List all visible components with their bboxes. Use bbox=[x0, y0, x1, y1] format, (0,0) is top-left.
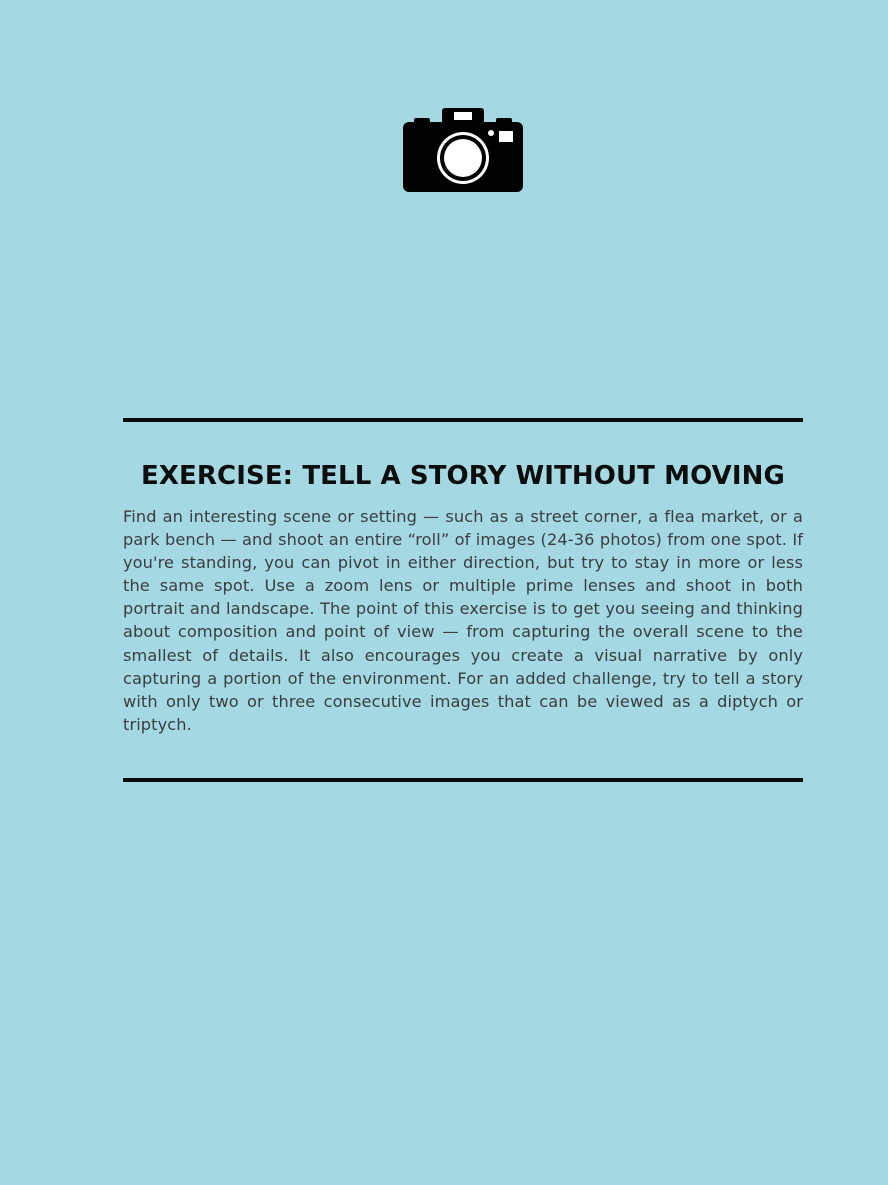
camera-icon bbox=[402, 106, 524, 194]
exercise-body: Find an interesting scene or setting — such as a street corner, a flea market, or a park bench — and shoot an entire “roll” of images (24-36 photos) from one spot. If you're standing, you can pivot in either direction, but try to stay in more or less the same spot. Use a zoom lens or multiple prime lenses and shoot in both portrait and landscape. The point of this exercise is to get you seeing and thinking about composition and point of view — from capturing the overall scene to the smallest of details. It also encourages you create a visual narrative by only capturing a portion of the environment. For an added challenge, try to tell a story with only two or three consecutive images that can be viewed as a diptych or triptych. bbox=[123, 507, 803, 734]
bottom-divider bbox=[123, 778, 803, 782]
exercise-title: EXERCISE: TELL A STORY WITHOUT MOVING bbox=[141, 461, 785, 491]
top-divider bbox=[123, 418, 803, 422]
